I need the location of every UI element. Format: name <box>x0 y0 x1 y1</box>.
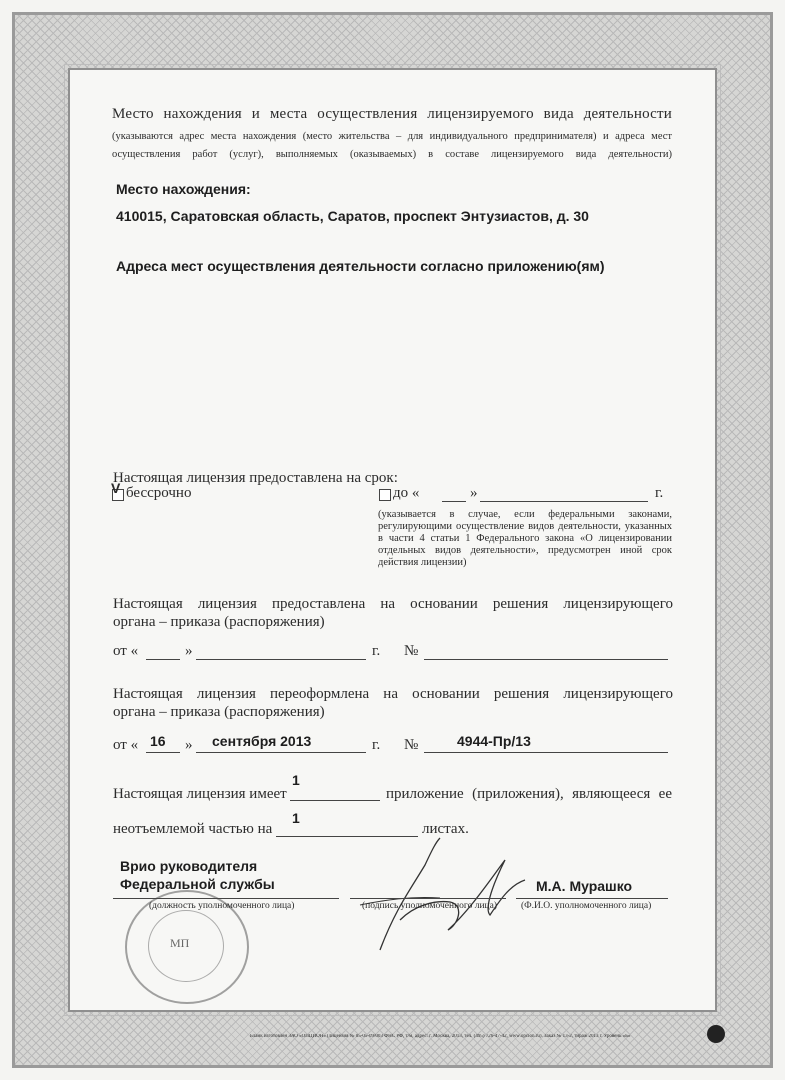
appendix-count: 1 <box>292 772 300 788</box>
granted-from-mid: » <box>185 643 193 659</box>
until-date-line <box>480 501 648 502</box>
until-year-suffix: г. <box>655 485 664 501</box>
reissued-month-year: сентября 2013 <box>212 733 312 749</box>
granted-number-line <box>424 659 668 660</box>
appendix-text-prefix: Настоящая лицензия имеет <box>113 786 287 802</box>
activity-places: Адреса мест осуществления деятельности согласно приложению(ям) <box>116 258 605 274</box>
location-address: 410015, Саратовская область, Саратов, проспект Энтузиастов, д. 30 <box>116 208 589 224</box>
reissued-number-prefix: № <box>404 737 419 753</box>
reissued-year-suffix: г. <box>372 737 381 753</box>
granted-day-line <box>146 659 180 660</box>
appendix-text-suffix: приложение (приложения), являющееся ее <box>386 786 672 802</box>
until-day-line <box>442 501 466 502</box>
hole-punch-dot <box>707 1025 725 1043</box>
granted-number-prefix: № <box>404 643 419 659</box>
granted-date-line <box>196 659 366 660</box>
reissued-number-line <box>424 752 668 753</box>
signer-position-line2: Федеральной службы <box>120 876 275 892</box>
appendix-pages-prefix: неотъемлемой частью на <box>113 821 273 837</box>
until-checkbox <box>379 489 391 501</box>
name-line <box>516 898 668 899</box>
reissued-number: 4944-Пр/13 <box>457 733 531 749</box>
position-line <box>113 898 339 899</box>
term-note: (указывается в случае, если федеральными законами, регулирующими осуществление видов деятельности, указанных в части 4 статьи 1 Федерального закона «О лицензировании отдельных видов деятельности», предусмотрен иной срок действия лицензии) <box>378 509 672 568</box>
appendix-pages-suffix: листах. <box>422 821 469 837</box>
signer-name: М.А. Мурашко <box>536 878 633 894</box>
signer-position-line1: Врио руководителя <box>120 858 258 874</box>
granted-from-prefix: от « <box>113 643 139 659</box>
signature-caption: (подпись уполномоченного лица) <box>362 901 498 911</box>
reissued-from-prefix: от « <box>113 737 139 753</box>
section-title: Место нахождения и места осуществления лицензируемого вида деятельности <box>112 106 672 122</box>
handwritten-signature <box>340 830 540 960</box>
section-note-line1: (указываются адрес места нахождения (место жительства – для индивидуального предпринимателя) и адреса мест <box>112 131 672 142</box>
reissued-from-mid: » <box>185 737 193 753</box>
appendix-pages: 1 <box>292 810 300 826</box>
seal-label: МП <box>170 936 190 950</box>
section-note <box>112 128 672 164</box>
reissued-day: 16 <box>150 733 166 749</box>
section-note-line2: осуществления работ (услуг), выполняемых (оказываемых) в составе лицензируемого вида деятельности) <box>112 149 672 160</box>
reissued-text-line2: органа – приказа (распоряжения) <box>113 704 325 720</box>
reissued-text-line1: Настоящая лицензия переоформлена на основании решения лицензирующего <box>113 686 673 702</box>
granted-year-suffix: г. <box>372 643 381 659</box>
indefinite-label: бессрочно <box>126 485 192 501</box>
until-prefix: до « <box>393 485 420 501</box>
location-label: Место нахождения: <box>116 181 251 197</box>
reissued-date-line <box>196 752 366 753</box>
granted-text-line1: Настоящая лицензия предоставлена на основании решения лицензирующего <box>113 596 673 612</box>
check-mark: V <box>111 480 121 496</box>
until-mid: » <box>470 485 478 501</box>
print-info: Бланк изготовлен ЗАО «ОПЦИОН» (лицензия № 05-05-09/003 ФНС РФ, т/м, адрес: г. Москва, 2013, тел. (495) 726-47-42, www.opcion.ru). Заказ № 13-2, тираж 2013 г. Уровень «Б» <box>250 1034 631 1039</box>
signature-line <box>350 898 506 899</box>
term-label: Настоящая лицензия предоставлена на срок: <box>113 470 398 486</box>
name-caption: (Ф.И.О. уполномоченного лица) <box>521 901 652 911</box>
reissued-day-line <box>146 752 180 753</box>
appendix-count-line <box>290 800 380 801</box>
position-caption: (должность уполномоченного лица) <box>149 901 295 911</box>
granted-text-line2: органа – приказа (распоряжения) <box>113 614 325 630</box>
